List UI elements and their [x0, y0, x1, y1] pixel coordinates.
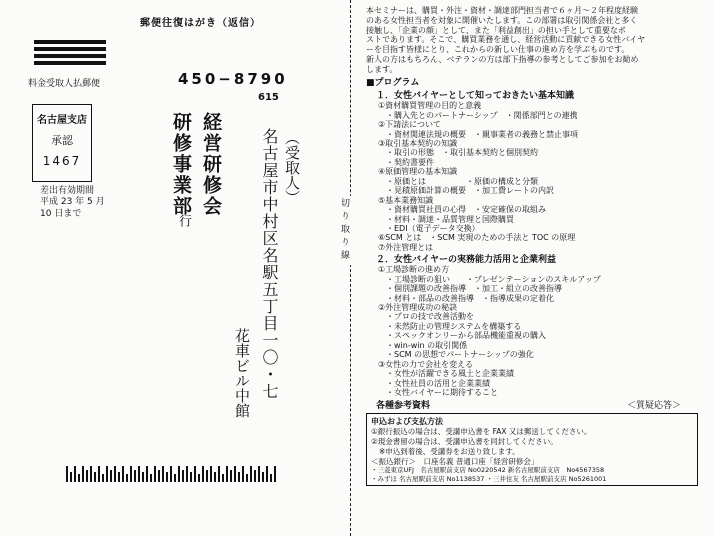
list-item: ⑤基本業務知識 [378, 195, 434, 205]
list-item: ①資材購買管理の目的と意義 [378, 101, 482, 111]
list-item: ・女性が活躍できる風土と企業業績 [378, 369, 514, 379]
list-item: ・契約書要件 [378, 157, 434, 167]
list-item: ・EDI（電子データ交換） [378, 223, 480, 233]
intro-paragraph [366, 6, 711, 74]
validity-line-3: 10 日まで [40, 208, 82, 219]
payment-line: ＜振込銀行＞ 口座名義 普通口座「経営研修会」 [371, 456, 539, 466]
list-item: ②外注管理成功の秘訣 [378, 303, 458, 312]
list-item: ③女性の力で会社を変える [378, 359, 474, 369]
validity-line-1: 差出有効期間 [40, 186, 95, 196]
address-main: 名古屋市中村区名駅五丁目一〇・七 [260, 128, 279, 400]
approval-number: 1467 [42, 154, 82, 168]
list-item: ・資材購買社員の心得 ・安定確保の取組み [378, 205, 546, 215]
cut-line [350, 0, 351, 536]
customer-barcode [66, 466, 276, 482]
qa-label: ＜質疑応答＞ [626, 401, 681, 412]
postcard-header: 郵便往復はがき（返信） [140, 18, 261, 29]
intro-line: 新人の方はもちろん、ベテランの方は部下指導の参考としてご参加をお勧め [366, 54, 639, 64]
list-item: ・取引の形態 ・取引基本契約と個別契約 [378, 148, 538, 158]
intro-line: のある女性担当者を対象に開催いたします。この部署は取引関係会社と多く [366, 15, 638, 25]
list-item: ・スペックオンリーから部品機能重視の購入 [378, 331, 546, 341]
section2-title: ２．女性バイヤーの実務能力活用と企業利益 [376, 255, 557, 266]
list-item: ・win-win の取引関係 [378, 340, 468, 350]
recipient-suffix: 行 [176, 214, 191, 227]
materials-label: 各種参考資料 [376, 401, 431, 412]
address-building: 花車ビル中館 [233, 328, 251, 418]
list-item: ・見積原価計算の概要 ・加工費レートの内訳 [378, 186, 554, 196]
cut-line-label: 切り取り線 [339, 198, 349, 263]
section2-list [366, 265, 711, 397]
list-item: ①工場診断の進め方 [378, 265, 450, 275]
list-item: ・材料・調達・品質管理と国際購買 [378, 214, 514, 224]
list-item: ・個別課題の改善指導 ・加工・組立の改善指導 [378, 284, 562, 294]
payment-line: ※申込到着後、受講券をお送り致します。 [379, 446, 520, 456]
payment-box [366, 413, 698, 486]
intro-line: ーを目指す皆様にとり、これからの新しい仕事の進め方を学ぶものです。 [366, 45, 630, 54]
list-item: ⑥SCM とは ・SCM 実現のための手法と TOC の原理 [378, 233, 576, 243]
list-item: ・SCM の思想でパートナーシップの強化 [378, 350, 534, 360]
payment-line: ・みずほ 名古屋駅前支店 No1138537 ・三井住友 名古屋駅前支店 No5261001 [371, 474, 607, 483]
intro-line: ストであります。そこで、購買業務を通し、経営活動に貢献できる女性バイヤ [366, 35, 646, 45]
section1-title: １．女性バイヤーとして知っておきたい基本知識 [376, 91, 575, 102]
program-title: ■プログラム [366, 78, 420, 89]
list-item: ④原価管理の基本知識 [378, 167, 458, 177]
list-item: ③取引基本契約の知識 [378, 139, 458, 148]
list-item: ・購入先とのパートナーシップ ・関係部門との連携 [378, 110, 578, 120]
postal-sub-code: 615 [258, 92, 279, 103]
list-item: ・原価とは ・原価の構成と分類 [378, 176, 538, 186]
list-item: ・プロの技で改善活動を [378, 312, 474, 322]
intro-line: します。 [366, 64, 398, 74]
list-item: ②下請法について [378, 120, 442, 130]
payment-title: 申込および支払方法 [371, 417, 443, 427]
list-item: ・女性バイヤーに期待すること [378, 387, 498, 397]
list-item: ・女性社員の活用と企業業績 [378, 378, 490, 388]
materials-row [366, 398, 711, 411]
list-item: ・資材関連法規の概要 ・親事業者の義務と禁止事項 [378, 129, 578, 139]
validity-period [40, 186, 105, 220]
approval-stamp-box [32, 104, 92, 182]
recipient-label: （受取人） [283, 130, 301, 205]
recipient-org: 経営研修会 [200, 112, 222, 217]
intro-line: 接触し、「企業の顔」として、また「利益創出」の担い手として重要なポ [366, 25, 626, 35]
list-item: ・未然防止の管理システムを構築する [378, 321, 522, 331]
validity-line-2: 平成 23 年 5 月 [40, 197, 105, 208]
seminar-info [366, 6, 711, 486]
payment-lines [371, 427, 693, 483]
postal-code: 450−8790 [178, 70, 288, 88]
list-item: ⑦外注管理とは [378, 242, 434, 252]
intro-line: 本セミナーは、購買・外注・資材・調達部門担当者で６ヶ月〜２年程度経験 [366, 6, 638, 15]
recipient-dept: 研修事業部 [170, 112, 192, 217]
payment-line: ①銀行振込の場合は、受講申込書を FAX 又は郵送してください。 [371, 427, 592, 437]
list-item: ・材料・部品の改善指導 ・指導成果の定着化 [378, 293, 554, 303]
postage-label: 料金受取人払郵便 [28, 79, 101, 89]
postage-bars [34, 40, 106, 68]
payment-line: ②現金書留の場合は、受講申込書を同封してください。 [371, 437, 558, 447]
section1-list [366, 101, 711, 252]
post-office-name: 名古屋支店 [37, 115, 87, 126]
list-item: ・工場診断の狙い ・プレゼンテーションのスキルアップ [378, 274, 601, 284]
payment-line: ・三菱東京UFJ 名古屋駅前支店 No0220542 新名古屋駅前支店 No4567358 [371, 466, 605, 475]
approval-label: 承認 [51, 134, 73, 147]
